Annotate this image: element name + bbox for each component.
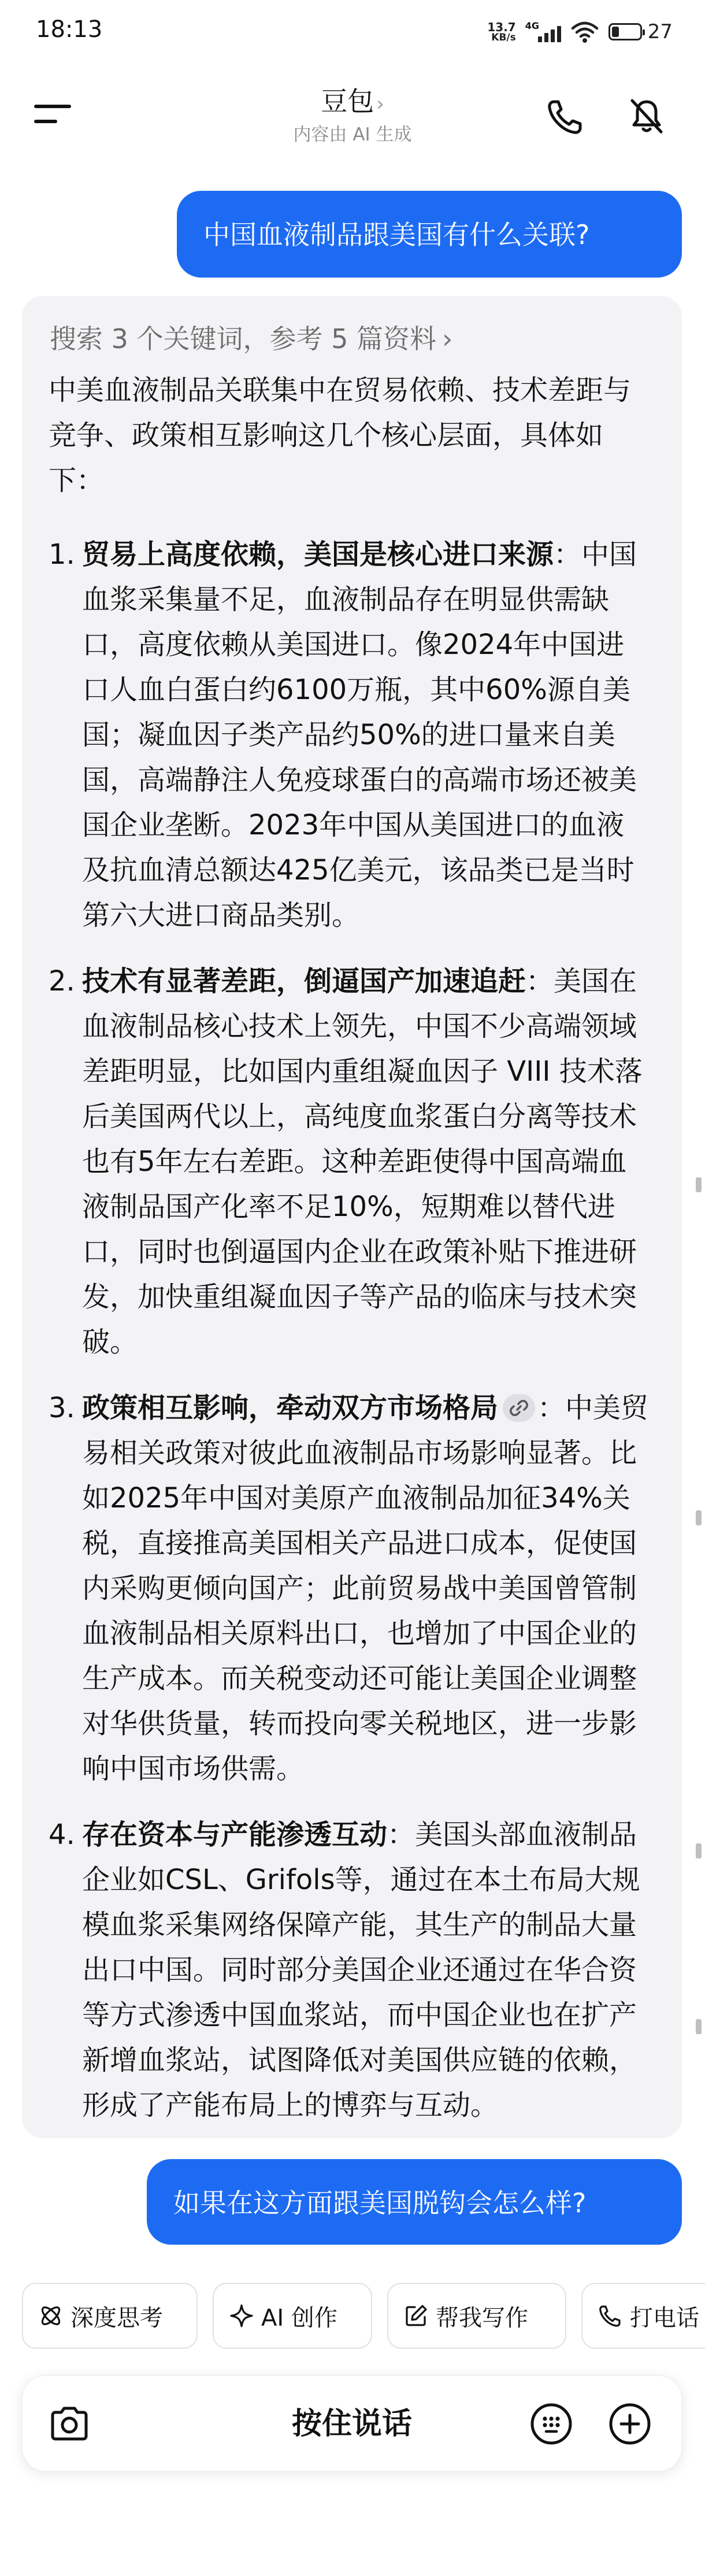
network-speed-unit: KB/s <box>491 31 516 43</box>
chip-ai-create[interactable] <box>213 2283 372 2349</box>
chat-header <box>0 64 705 168</box>
point-body: ：美国头部血液制品企业如CSL、Grifols等，通过在本土布局大规模血浆采集网络保障产能，其生产的制品大量出口中国。同时部分美国企业还通过在华合资等方式渗透中国血浆站，而中国企业也在扩产新增血浆站，试图降低对美国供应链的依赖，形成了产能布局上的博弈与互动。 <box>82 1819 640 2122</box>
input-bar <box>22 2375 682 2471</box>
list-item <box>49 1385 650 1791</box>
answer-points <box>49 532 650 2128</box>
quick-actions <box>22 2283 705 2350</box>
chip-deep-think[interactable] <box>22 2283 198 2349</box>
list-item <box>49 532 650 938</box>
list-number: 2. <box>49 965 75 997</box>
point-body: ：中国血浆采集量不足，血液制品存在明显供需缺口，高度依赖从美国进口。像2024年中国进口人血白蛋白约6100万瓶，其中60%源自美国；凝血因子类产品约50%的进口量来自美国，高端静注人免疫球蛋白的高端市场还被美国企业垄断。2023年中国从美国进口的血液及抗血清总额达425亿美元，该品类已是当时第六大进口商品类别。 <box>82 538 637 932</box>
point-title: 贸易上高度依赖，美国是核心进口来源 <box>82 538 554 571</box>
sparkle-icon <box>229 2303 254 2329</box>
user-message[interactable]: 如果在这方面跟美国脱钩会怎么样? <box>147 2159 682 2245</box>
battery-level: 27 <box>647 20 673 43</box>
chip-label: 深度思考 <box>70 2304 163 2331</box>
battery-indicator <box>608 20 673 43</box>
sources-label: 搜索 3 个关键词，参考 5 篇资料 <box>50 323 437 354</box>
status-time: 18:13 <box>36 16 103 43</box>
list-number: 4. <box>49 1819 75 1851</box>
point-body: ：中美贸易相关政策对彼此血液制品市场影响显著。比如2025年中国对美原产血液制品加征34%关税，直接推高美国相关产品进口成本，促使国内采购更倾向国产；此前贸易战中美国曾管制血液制品相关原料出口，也增加了中国企业的生产成本。而关税变动还可能让美国企业调整对华供货量，转而投向零关税地区，进一步影响中国市场供需。 <box>82 1392 649 1785</box>
sources-summary[interactable] <box>50 315 650 363</box>
ai-disclaimer: 内容由 AI 生成 <box>293 124 412 145</box>
atom-icon <box>38 2303 64 2329</box>
chevron-right-icon: › <box>376 93 384 116</box>
status-bar <box>0 0 705 64</box>
list-item <box>49 1812 650 2128</box>
bot-name: 豆包 <box>321 86 374 117</box>
phone-icon <box>598 2303 623 2329</box>
wifi-icon <box>570 20 599 43</box>
signal-icon <box>525 20 561 43</box>
list-number: 3. <box>49 1392 75 1424</box>
assistant-message[interactable] <box>22 296 682 2138</box>
plus-icon[interactable] <box>607 2401 652 2446</box>
list-item <box>49 959 650 1365</box>
user-message[interactable]: 中国血液制品跟美国有什么关联? <box>177 191 682 278</box>
menu-icon[interactable] <box>32 99 73 128</box>
link-icon[interactable] <box>503 1394 535 1422</box>
camera-icon[interactable] <box>47 2401 92 2446</box>
network-speed-value: 13.7 <box>487 20 516 34</box>
chevron-right-icon: › <box>442 323 453 354</box>
bot-title-area[interactable] <box>208 83 497 147</box>
list-number: 1. <box>49 538 75 571</box>
point-title: 政策相互影响，牵动双方市场格局 <box>82 1392 499 1424</box>
hold-to-talk-button[interactable]: 按住说话 <box>291 2407 412 2441</box>
answer-intro: 中美血液制品关联集中在贸易依赖、技术差距与竞争、政策相互影响这几个核心层面，具体如下： <box>49 374 632 497</box>
status-icons <box>487 16 673 47</box>
network-type: 4G <box>525 20 539 31</box>
chip-label: AI 创作 <box>261 2304 337 2331</box>
battery-icon <box>608 23 642 40</box>
mute-icon[interactable] <box>626 96 667 136</box>
point-title: 技术有显著差距，倒逼国产加速追赶 <box>82 965 526 997</box>
chip-help-write[interactable] <box>387 2283 566 2349</box>
point-body: ：美国在血液制品核心技术上领先，中国不少高端领域差距明显，比如国内重组凝血因子 VIII 技术落后美国两代以上，高纯度血浆蛋白分离等技术也有5年左右差距。这种差距使得中国高端血液制品国产化率不足10%，短期难以替代进口，同时也倒逼国内企业在政策补贴下推进研发，加快重组凝血因子等产品的临床与技术突破。 <box>82 965 643 1358</box>
phone-icon[interactable] <box>546 96 586 136</box>
point-title: 存在资本与产能渗透互动 <box>82 1819 388 1851</box>
edit-icon <box>403 2303 429 2329</box>
keyboard-icon[interactable] <box>529 2401 574 2446</box>
chip-label: 打电话 <box>630 2304 699 2331</box>
chip-phone-call[interactable] <box>581 2283 705 2349</box>
chip-label: 帮我写作 <box>436 2304 528 2331</box>
network-speed <box>487 21 515 43</box>
